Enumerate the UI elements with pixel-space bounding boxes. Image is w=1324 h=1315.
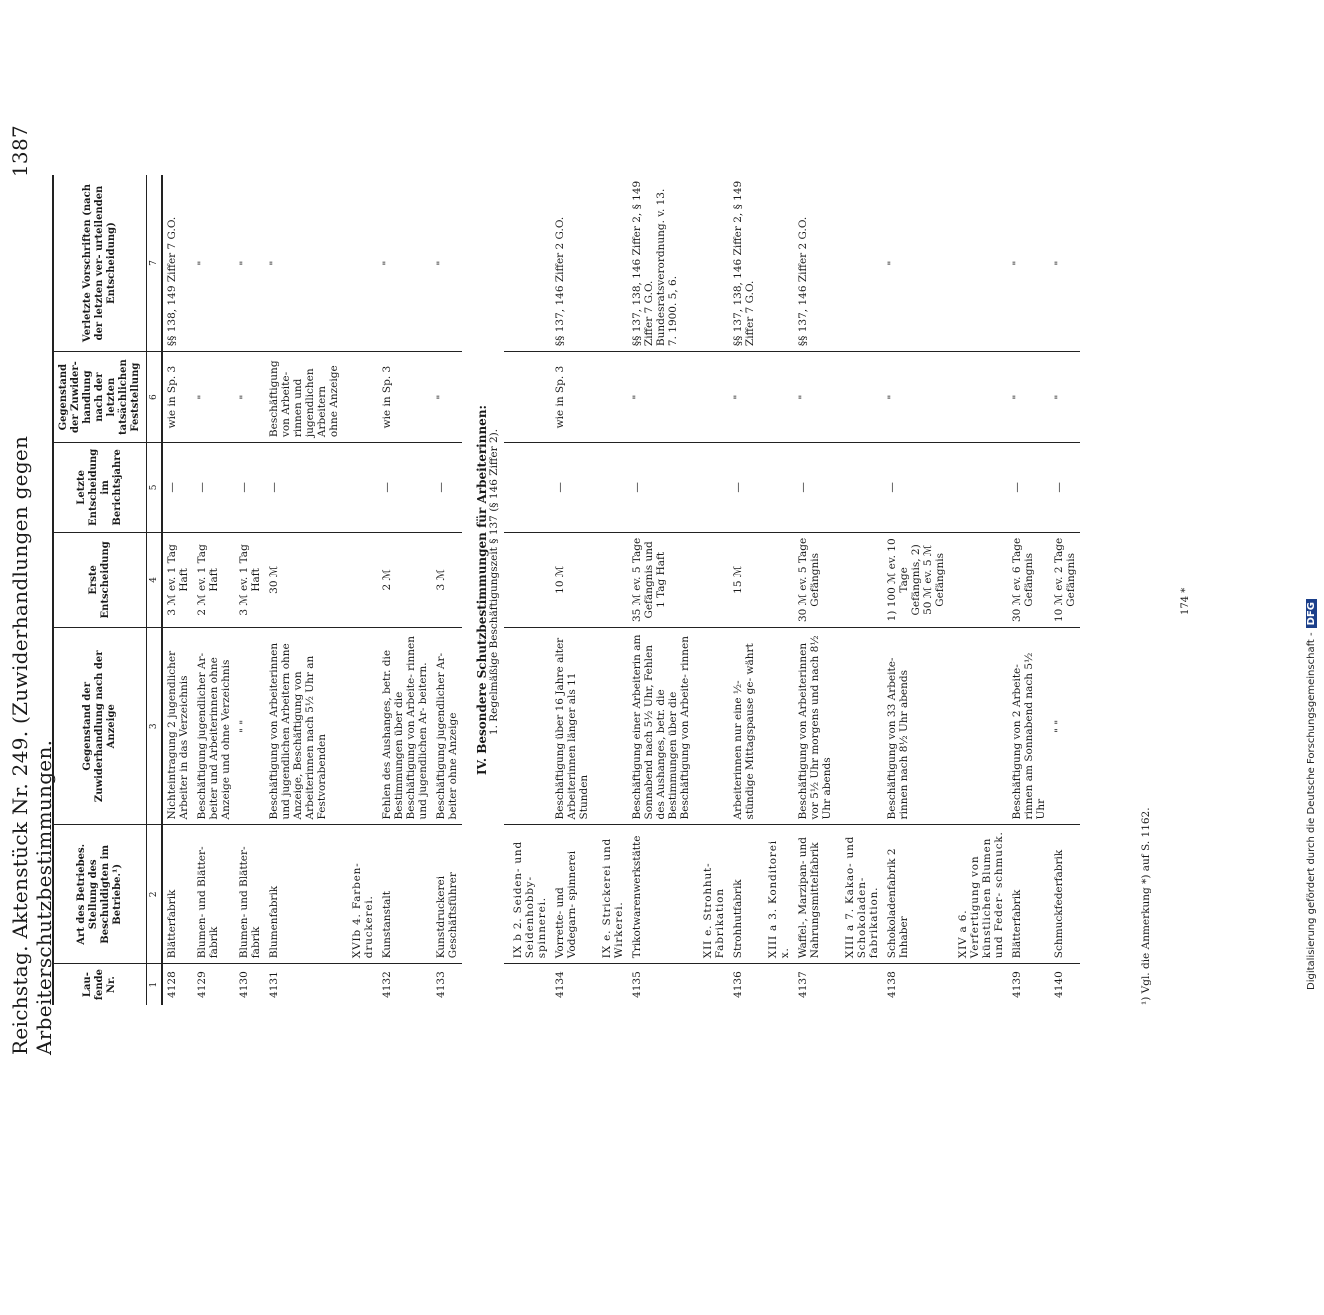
cell-nr: 4131 [268,971,280,998]
cell-feststellung: " [432,352,462,443]
group-row [949,175,1008,1005]
page-number: 1387 [8,125,32,178]
cell-feststellung: " [1008,352,1050,443]
col-num: 4 [147,532,163,628]
cell-gegenstand: Beschäftigung jugendlicher Ar- beiter ohne Anzeige [432,628,462,825]
cell-erste: 10 ℳ ev. 2 Tage Gefängnis [1050,532,1080,628]
cell-erste: 30 ℳ [265,532,343,628]
col-header-nr: Lau- fende Nr. [82,968,117,1001]
running-head-title: Reichstag. Aktenstück Nr. 249. (Zuwiderhandlungen gegen Arbeiterschutzbestimmungen. [8,435,56,1055]
col-num: 5 [147,443,163,533]
cell-feststellung: wie in Sp. 3 [378,352,432,443]
cell-gegenstand: Beschäftigung von Arbeiterinnen und jugendlichen Arbeitern ohne Anzeige, Beschäftigung von Arbeiterinnen nach 5½ Uhr an Festvorabenden [265,628,343,825]
cell-feststellung: wie in Sp. 3 [162,352,193,443]
cell-vorschriften: " [378,175,432,352]
group-row [593,175,628,1005]
col-header-art: Art des Betriebes. Stellung des Beschuldigten im Betriebe.¹) [53,825,147,964]
cell-vorschriften: §§ 137, 146 Ziffer 2 G.O. [551,175,593,352]
cell-feststellung: " [193,352,235,443]
cell-nr: 4132 [381,971,393,998]
credit-text-rotated [1306,10,1320,990]
dfg-logo: DFG [1306,599,1317,628]
cell-letzte: — [628,443,694,533]
cell-nr: 4129 [196,971,208,998]
cell-letzte: — [794,443,836,533]
cell-letzte: — [378,443,432,533]
rotated-page-content [0,85,1230,1085]
cell-gegenstand: Fehlen des Aushanges, betr. die Bestimmungen über die Beschäftigung von Arbeite- rinnen und jugendlichen Ar- beitern. [378,628,432,825]
cell-gegenstand: Beschäftigung von Arbeiterinnen vor 5½ Uhr morgens und nach 8½ Uhr abends [794,628,836,825]
cell-erste: 2 ℳ ev. 1 Tag Haft [193,532,235,628]
col-header-vorschriften: Verletzte Vorschriften (nach der letzten ver- urteilenden Entscheidung) [53,175,147,352]
cell-gegenstand: Nichteintragung 2 jugendlicher Arbeiter in das Verzeichnis [162,628,193,825]
cell-art: Trikotwarenwerkstätte [628,825,694,964]
group-row [836,175,883,1005]
cell-gegenstand: " " [235,628,265,825]
cell-art: Blumenfabrik [265,825,343,964]
table-row [883,175,949,1005]
col-header-letzte: Letzte Entscheidung im Berichtsjahre [53,443,147,533]
cell-vorschriften: §§ 137, 138, 146 Ziffer 2, § 149 Ziffer 7 G.O. Bundesratsverordnung. v. 13. 7. 1900. 5, 6. [628,175,694,352]
cell-nr: 4133 [435,971,447,998]
cell-vorschriften: " [193,175,235,352]
cell-letzte: — [1050,443,1080,533]
cell-nr: 4139 [1011,971,1023,998]
cell-feststellung: wie in Sp. 3 [551,352,593,443]
group-label: IX e. Strickerei und Wirkerei. [593,825,628,964]
col-num: 3 [147,628,163,825]
cell-letzte: — [432,443,462,533]
cell-feststellung: " [1050,352,1080,443]
cell-art: Blumen- und Blätter- fabrik [193,825,235,964]
table-header-row [53,175,147,1005]
group-label: XII e. Strohhut- Fabrikation [694,825,729,964]
cell-erste: 30 ℳ ev. 5 Tage Gefängnis [794,532,836,628]
cell-erste: 1) 100 ℳ ev. 10 Tage Gefängnis, 2) 50 ℳ ev. 5 ℳ Gefängnis [883,532,949,628]
cell-vorschriften: " [265,175,343,352]
cell-erste: 35 ℳ ev. 5 Tage Gefängnis und 1 Tag Haft [628,532,694,628]
footnote: ¹) Vgl. die Anmerkung *) auf S. 1162. [1140,807,1152,1005]
cell-feststellung: Beschäftigung von Arbeite- rinnen und jugendlichen Arbeitern ohne Anzeige [265,352,343,443]
cell-nr: 4135 [631,971,643,998]
cell-art: Waffel-, Marzipan- und Nahrungsmittelfabrik [794,825,836,964]
table-row [193,175,235,1005]
cell-vorschriften: §§ 137, 138, 146 Ziffer 2, § 149 Ziffer 7 G.O. [729,175,759,352]
cell-erste: 3 ℳ ev. 1 Tag Haft [162,532,193,628]
cell-art: Kunstanstalt [378,825,432,964]
cell-nr: 4134 [554,971,566,998]
cell-letzte: — [729,443,759,533]
table-row [432,175,462,1005]
running-head [8,125,56,1055]
cell-art: Vorrette- und Vodegarn- spinnerei [551,825,593,964]
section-title: IV. Besondere Schutzbestimmungen für Arbeiterinnen: [475,405,489,775]
cell-gegenstand: Arbeiterinnen nur eine ½- stündige Mittagspause ge- währt [729,628,759,825]
cell-nr: 4128 [166,971,178,998]
group-label: XIII a 7. Kakao- und Schokoladen- fabrikation. [836,825,883,964]
cell-nr: 4130 [238,971,250,998]
cell-feststellung: " [794,352,836,443]
cell-art: Blätterfabrik [1008,825,1050,964]
cell-vorschriften: §§ 137, 146 Ziffer 2 G.O. [794,175,836,352]
cell-vorschriften: §§ 138, 149 Ziffer 7 G.O. [162,175,193,352]
col-header-feststellung: Gegenstand der Zuwider- handlung nach der letzten tatsächlichen Feststellung [53,352,147,443]
cell-vorschriften: " [883,175,949,352]
cell-vorschriften: " [432,175,462,352]
col-num: 7 [147,175,163,352]
cell-nr: 4138 [886,971,898,998]
group-row [343,175,378,1005]
cell-letzte: — [193,443,235,533]
table-row [729,175,759,1005]
cell-art: Blumen- und Blätter- fabrik [235,825,265,964]
section-header-row [462,175,504,1005]
section-subtitle: 1. Regelmäßige Beschäftigungszeit § 137 (§ 146 Ziffer 2). [488,428,500,736]
table-row [794,175,836,1005]
table-row [265,175,343,1005]
cell-letzte: — [265,443,343,533]
cell-feststellung: " [235,352,265,443]
col-num: 2 [147,825,163,964]
cell-letzte: — [235,443,265,533]
cell-gegenstand: Beschäftigung über 16 Jahre alter Arbeiterinnen länger als 11 Stunden [551,628,593,825]
cell-letzte: — [162,443,193,533]
credit-text: Digitalisierung gefördert durch die Deutsche Forschungsgemeinschaft - [1306,632,1317,990]
cell-letzte: — [1008,443,1050,533]
cell-erste: 3 ℳ ev. 1 Tag Haft [235,532,265,628]
col-num: 1 [147,964,163,1005]
group-label: XIII a 3. Konditorei x. [759,825,794,964]
cell-erste: 30 ℳ ev. 6 Tage Gefängnis [1008,532,1050,628]
cell-feststellung: " [628,352,694,443]
cell-letzte: — [883,443,949,533]
cell-gegenstand: Beschäftigung einer Arbeiterin am Sonnabend nach 5½ Uhr, Fehlen des Aushanges, betr. die Bestimmungen über die Beschäftigung von Arbeite- rinnen [628,628,694,825]
table-row [628,175,694,1005]
cell-art: Strohhutfabrik [729,825,759,964]
col-num: 6 [147,352,163,443]
group-row [694,175,729,1005]
cell-feststellung: " [883,352,949,443]
cell-vorschriften: " [1050,175,1080,352]
table-row [1008,175,1050,1005]
cell-gegenstand: Beschäftigung von 2 Arbeite- rinnen am Sonnabend nach 5½ Uhr [1008,628,1050,825]
cell-nr: 4136 [732,971,744,998]
cell-vorschriften: " [235,175,265,352]
table-row [378,175,432,1005]
digitization-credit [1306,10,1320,990]
group-row [759,175,794,1005]
group-label: XVIb 4. Farben- druckerei. [343,825,378,964]
table-row [235,175,265,1005]
group-label: XIV a 6. Verfertigung von künstlichen Blumen und Feder- schmuck. [949,825,1008,964]
cell-art: Kunstdruckerei Geschäftsführer [432,825,462,964]
cell-feststellung: " [729,352,759,443]
page-mark: 174 * [1180,587,1191,615]
cell-gegenstand: Beschäftigung jugendlicher Ar- beiter und Arbeiterinnen ohne Anzeige und ohne Verzeichnis [193,628,235,825]
cell-erste: 3 ℳ [432,532,462,628]
cell-art: Blätterfabrik [162,825,193,964]
cell-erste: 15 ℳ [729,532,759,628]
cell-nr: 4137 [797,971,809,998]
cell-erste: 2 ℳ [378,532,432,628]
cell-nr: 4140 [1053,971,1065,998]
cell-gegenstand: Beschäftigung von 33 Arbeite- rinnen nach 8½ Uhr abends [883,628,949,825]
col-header-gegenstand: Gegenstand der Zuwiderhandlung nach der Anzeige [53,628,147,825]
violations-table [52,175,1080,1005]
group-label: IX b 2. Seiden- und Seidenhobby- spinnerei. [504,825,551,964]
cell-letzte: — [551,443,593,533]
cell-art: Schmuckfederfabrik [1050,825,1080,964]
table-row [551,175,593,1005]
cell-art: Schokoladenfabrik 2 Inhaber [883,825,949,964]
cell-gegenstand: " " [1050,628,1080,825]
table-row [162,175,193,1005]
document-page [8,85,1191,1315]
cell-vorschriften: " [1008,175,1050,352]
group-row [504,175,551,1005]
table-row [1050,175,1080,1005]
column-number-row [147,175,163,1005]
col-header-erste: Erste Entscheidung [53,532,147,628]
cell-erste: 10 ℳ [551,532,593,628]
